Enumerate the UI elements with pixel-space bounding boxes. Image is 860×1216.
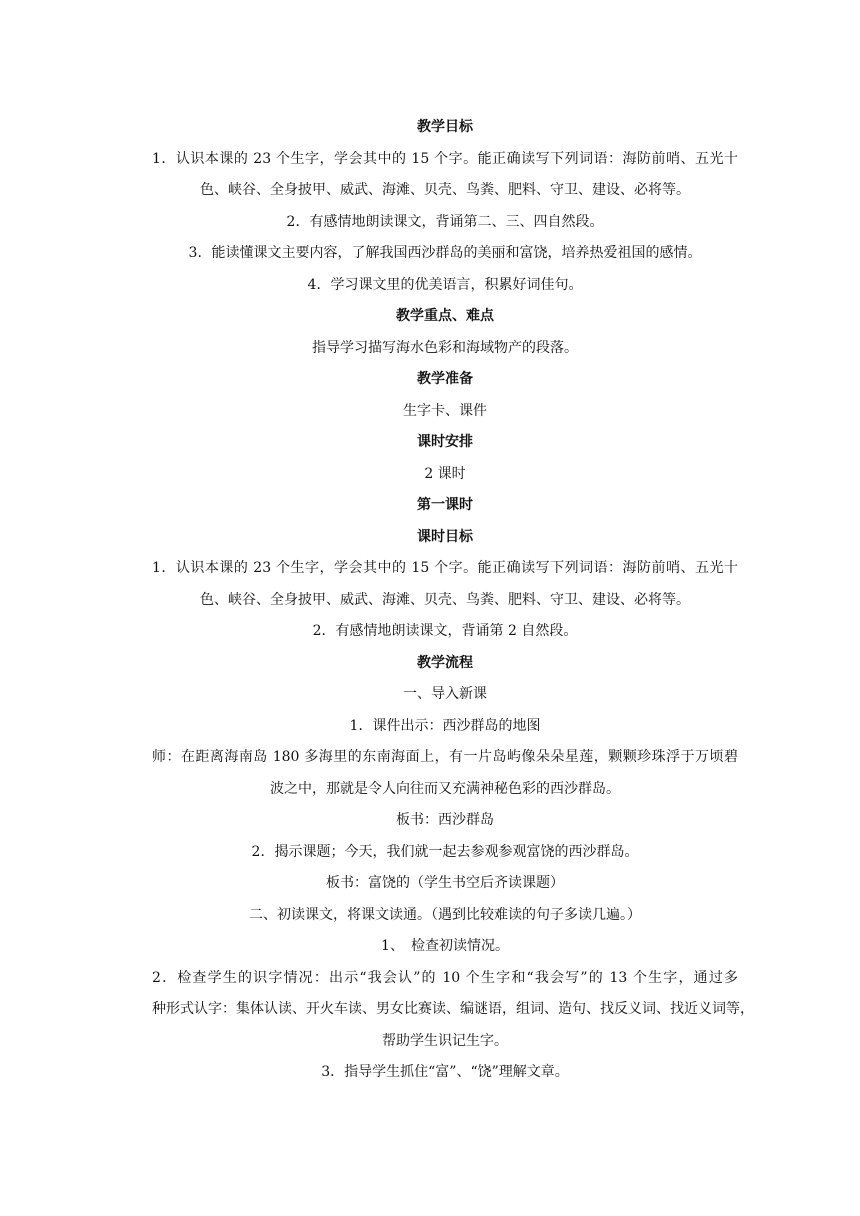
process-2-2-second: 种形式认字：集体认读、开火车读、男女比赛读、编谜语，组词、造句、找反义词、找近义词等，: [152, 1001, 754, 1017]
teacher-intro-first: 师：在距离海南岛 180 多海里的东南海面上，有一片岛屿像朵朵星莲，颗颗珍珠浮于万顷碧: [152, 749, 738, 765]
goal-4: 4．学习课文里的优美语言，积累好词佳句。: [307, 276, 583, 293]
lesson-goal-2: 2．有感情地朗读课文，背诵第 2 自然段。: [312, 623, 578, 639]
goal-3: 3．能读懂课文主要内容，了解我国西沙群岛的美丽和富饶，培养热爱祖国的感情。: [188, 245, 702, 261]
schedule-text: 2 课时: [424, 465, 466, 482]
heading-process: 教学流程: [417, 654, 473, 671]
process-1-1: 1．课件出示：西沙群岛的地图: [349, 717, 541, 734]
blackboard-1: 板书：西沙群岛: [396, 812, 494, 828]
heading-key-points: 教学重点、难点: [396, 308, 494, 324]
heading-lesson-goals: 课时目标: [417, 528, 473, 545]
heading-schedule: 课时安排: [417, 434, 473, 450]
teacher-intro: [152, 742, 738, 805]
teacher-intro-rest: 波之中，那就是令人向往而又充满神秘色彩的西沙群岛。: [270, 780, 620, 797]
lesson-goal-1-first: 1．认识本课的 23 个生字，学会其中的 15 个字。能正确读写下列词语：海防前哨、五光十: [152, 560, 738, 576]
lesson-goal-1: [152, 553, 738, 616]
lesson-goal-1-rest: 色、峡谷、全身披甲、威武、海滩、贝壳、鸟粪、肥料、守卫、建设、必将等。: [200, 591, 690, 608]
goal-1-first: 1．认识本课的 23 个生字，学会其中的 15 个字。能正确读写下列词语：海防前哨、五光十: [152, 150, 738, 167]
goal-1: [152, 144, 738, 207]
heading-first-lesson: 第一课时: [417, 497, 473, 513]
process-2-2: [152, 963, 754, 1058]
process-step-2: 二、初读课文，将课文读通。（遇到比较难读的句子多读几遍。）: [249, 906, 641, 923]
goal-1-rest: 色、峡谷、全身披甲、威武、海滩、贝壳、鸟粪、肥料、守卫、建设、必将等。: [200, 182, 690, 198]
document-body: [152, 112, 754, 1089]
heading-teaching-goals: 教学目标: [417, 119, 473, 135]
process-2-1: 1、 检查初读情况。: [381, 938, 509, 954]
process-2-3: 3．指导学生抓住“富”、“饶”理解文章。: [321, 1064, 569, 1080]
process-1-2: 2．揭示课题；今天，我们就一起去参观参观富饶的西沙群岛。: [251, 843, 639, 860]
blackboard-2: 板书：富饶的（学生书空后齐读课题）: [326, 875, 564, 891]
process-2-2-first: 2．检查学生的识字情况：出示“我会认”的 10 个生字和“我会写”的 13 个生字，通过多: [152, 969, 738, 986]
key-points-text: 指导学习描写海水色彩和海域物产的段落。: [312, 339, 578, 356]
goal-2: 2．有感情地朗读课文，背诵第二、三、四自然段。: [286, 213, 604, 230]
process-step-1: 一、导入新课: [403, 686, 487, 702]
process-2-2-rest: 帮助学生识记生字。: [382, 1032, 508, 1049]
preparation-text: 生字卡、课件: [403, 402, 487, 419]
heading-preparation: 教学准备: [417, 371, 473, 387]
